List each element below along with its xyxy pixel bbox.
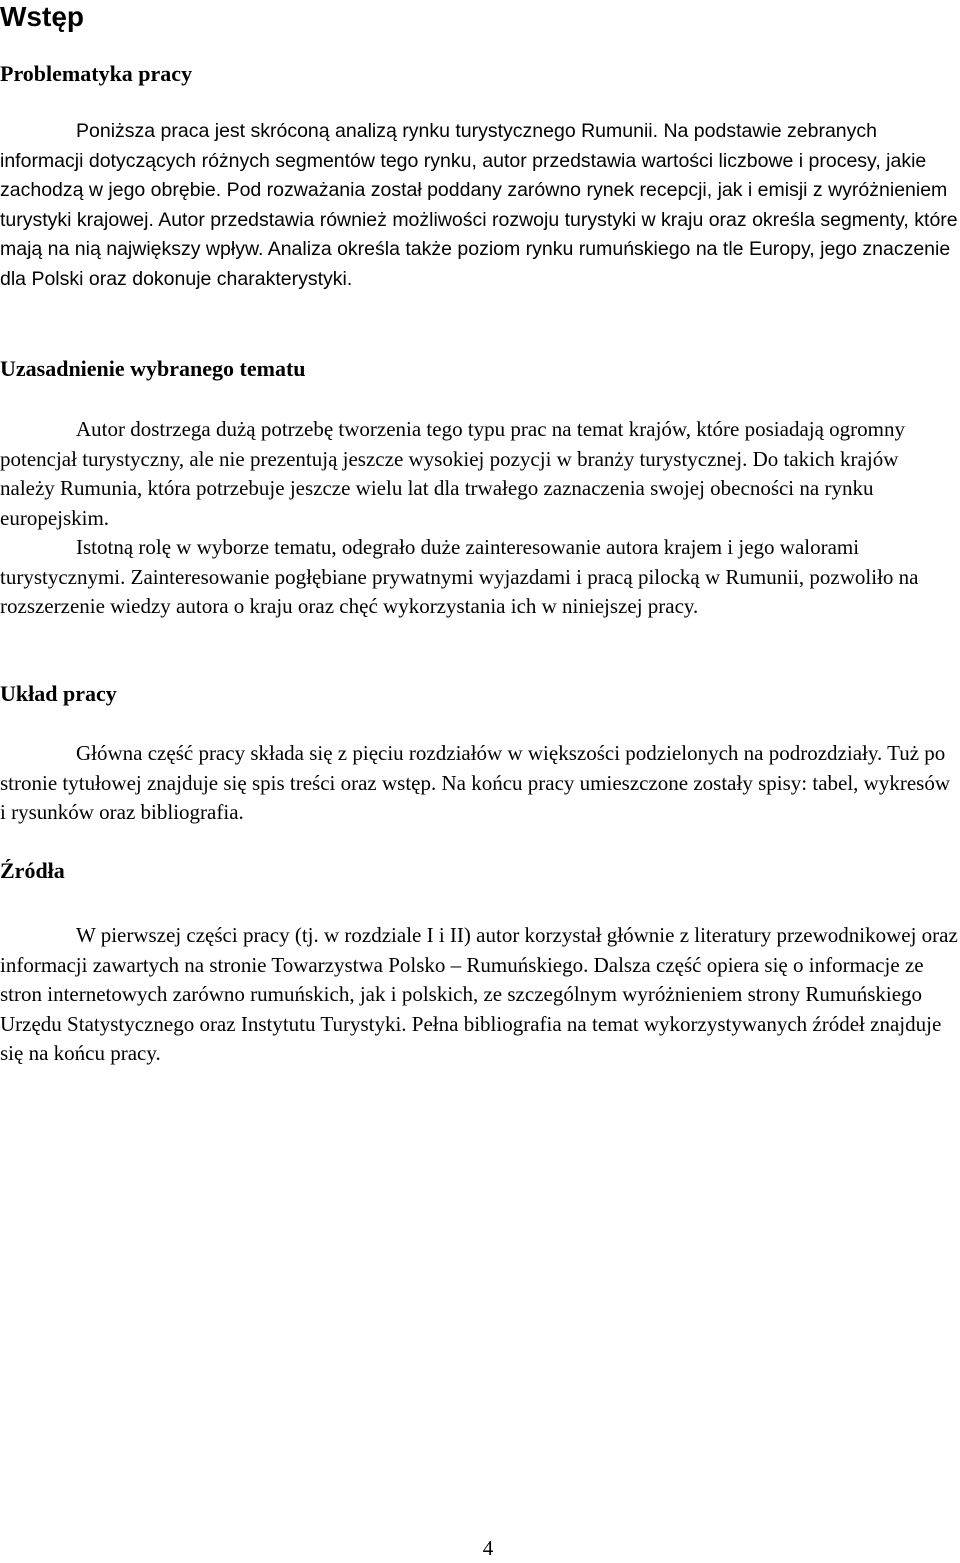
paragraph-uklad: Główna część pracy składa się z pięciu rozdziałów w większości podzielonych na podrozdziały. Tuż po stronie tytułowej znajduje się spis treści oraz wstęp. Na końcu pracy umieszczone zostały spisy: tabel, wykresów i rysunków oraz bibliografia. bbox=[0, 741, 950, 824]
paragraph-zrodla: W pierwszej części pracy (tj. w rozdziale I i II) autor korzystał głównie z literatury przewodnikowej oraz informacji zawartych na stronie Towarzystwa Polsko – Rumuńskiego. Dalsza część opiera się o informacje ze stron internetowych zarówno rumuńskich, jak i polskich, ze szczególnym wyróżnieniem strony Rumuńskiego Urzędu Statystycznego oraz Instytutu Turystyki. Pełna bibliografia na temat wykorzystywanych źródeł znajduje się na końcu pracy. bbox=[0, 923, 958, 1065]
section-heading-uklad: Układ pracy bbox=[0, 681, 117, 706]
paragraph-problematyka: Poniższa praca jest skróconą analizą rynku turystycznego Rumunii. Na podstawie zebranych informacji dotyczących różnych segmentów tego rynku, autor przedstawia wartości liczbowe i procesy, jakie zachodzą w jego obrębie. Pod rozważania został poddany zarówno rynek recepcji, jak i emisji z wyróżnieniem turystyki krajowej. Autor przedstawia również możliwości rozwoju turystyki w kraju oraz określa segmenty, które mają na nią największy wpływ. Analiza określa także poziom rynku rumuńskiego na tle Europy, jego znaczenie dla Polski oraz dokonuje charakterystyki. bbox=[0, 120, 958, 290]
page-title: Wstęp bbox=[0, 1, 84, 32]
section-heading-zrodla: Źródła bbox=[0, 858, 65, 883]
paragraph-uzasadnienie-1: Autor dostrzega dużą potrzebę tworzenia tego typu prac na temat krajów, które posiadają ogromny potencjał turystyczny, ale nie prezentują jeszcze wysokiej pozycji w branży turystycznej. Do takich krajów należy Rumunia, która potrzebuje jeszcze wielu lat dla trwałego zaznaczenia swojej obecności na rynku europejskim. bbox=[0, 417, 905, 530]
section-heading-problematyka: Problematyka pracy bbox=[0, 61, 193, 86]
section-heading-uzasadnienie: Uzasadnienie wybranego tematu bbox=[0, 356, 306, 381]
page-number: 4 bbox=[482, 1536, 494, 1560]
paragraph-uzasadnienie-2: Istotną rolę w wyborze tematu, odegrało duże zainteresowanie autora krajem i jego walorami turystycznymi. Zainteresowanie pogłębiane prywatnymi wyjazdami i pracą pilocką w Rumunii, pozwoliło na rozszerzenie wiedzy autora o kraju oraz chęć wykorzystania ich w niniejszej pracy. bbox=[0, 535, 919, 618]
